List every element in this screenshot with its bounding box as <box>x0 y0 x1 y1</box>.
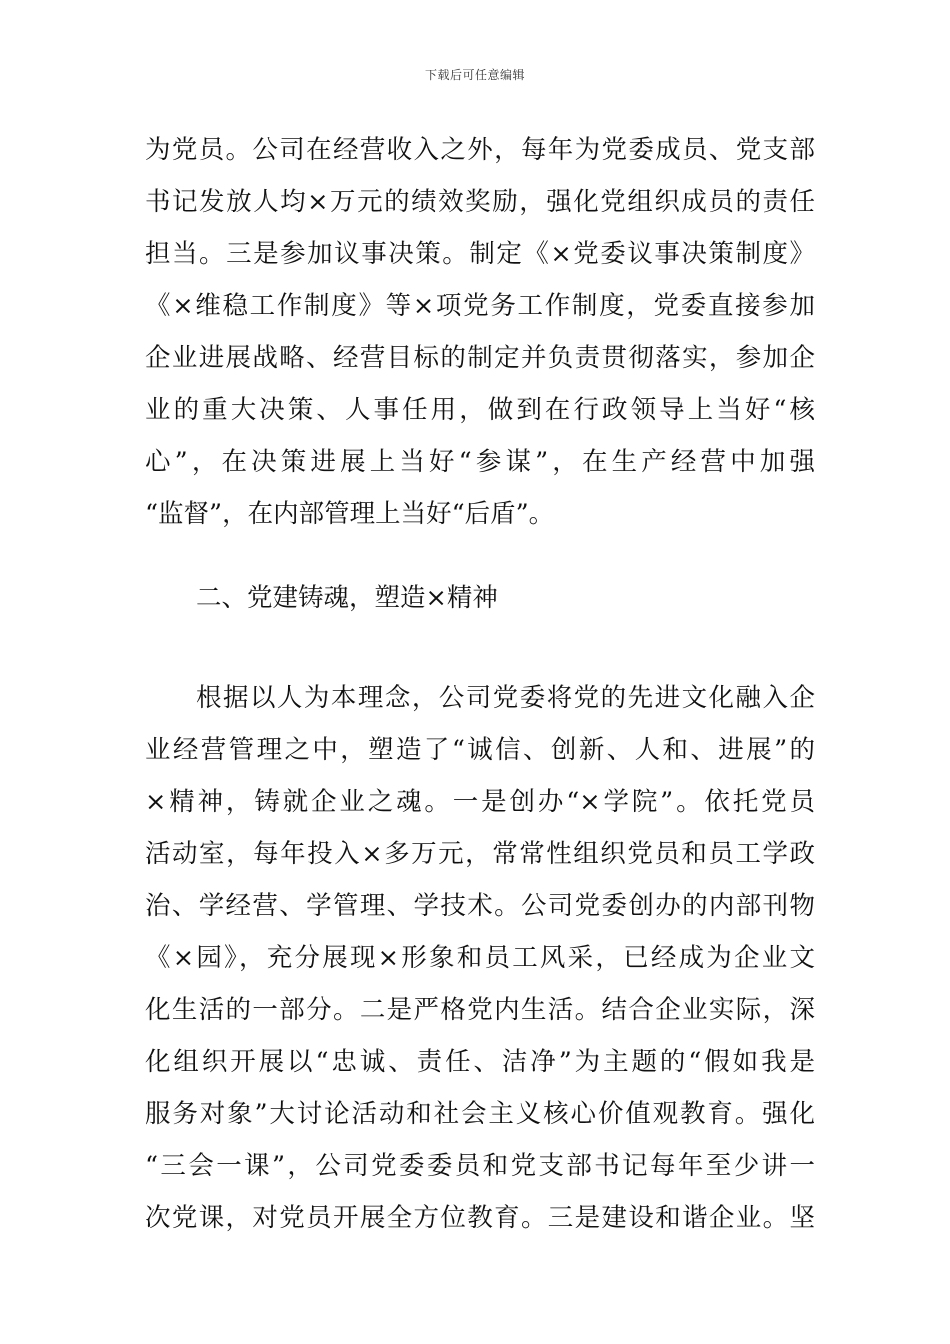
text-line: 治、学经营、学管理、学技术。公司党委创办的内部刊物 <box>145 891 815 921</box>
text-line: 活动室，每年投入×多万元，常常性组织党员和员工学政 <box>145 839 815 869</box>
text-line: 书记发放人均×万元的绩效奖励，强化党组织成员的责任 <box>145 187 815 217</box>
text-line: 化生活的一部分。二是严格党内生活。结合企业实际，深 <box>145 995 815 1025</box>
text-line: 担当。三是参加议事决策。制定《×党委议事决策制度》 <box>145 239 815 269</box>
text-line: 业经营管理之中，塑造了“诚信、创新、人和、进展”的 <box>145 735 815 765</box>
text-line: 为党员。公司在经营收入之外，每年为党委成员、党支部 <box>145 135 815 165</box>
section-heading: 二、党建铸魂，塑造×精神 <box>196 583 498 613</box>
text-line: 业的重大决策、人事任用，做到在行政领导上当好“核 <box>145 395 815 425</box>
text-line: “三会一课”，公司党委委员和党支部书记每年至少讲一 <box>145 1151 815 1181</box>
text-line: “监督”，在内部管理上当好“后盾”。 <box>145 499 555 529</box>
text-line: 《×维稳工作制度》等×项党务工作制度，党委直接参加 <box>145 291 815 321</box>
text-line: 企业进展战略、经营目标的制定并负责贯彻落实，参加企 <box>145 343 815 373</box>
text-line: 化组织开展以“忠诚、责任、洁净”为主题的“假如我是 <box>145 1047 815 1077</box>
text-line: 根据以人为本理念，公司党委将党的先进文化融入企 <box>196 683 815 713</box>
header-note: 下载后可任意编辑 <box>424 68 525 82</box>
text-line: 次党课，对党员开展全方位教育。三是建设和谐企业。坚 <box>145 1203 815 1233</box>
text-line: 心”，在决策进展上当好“参谋”，在生产经营中加强 <box>145 447 815 477</box>
text-line: 《×园》，充分展现×形象和员工风采，已经成为企业文 <box>145 943 815 973</box>
text-line: 服务对象”大讨论活动和社会主义核心价值观教育。强化 <box>145 1099 815 1129</box>
text-line: ×精神，铸就企业之魂。一是创办“×学院”。依托党员 <box>145 787 815 817</box>
